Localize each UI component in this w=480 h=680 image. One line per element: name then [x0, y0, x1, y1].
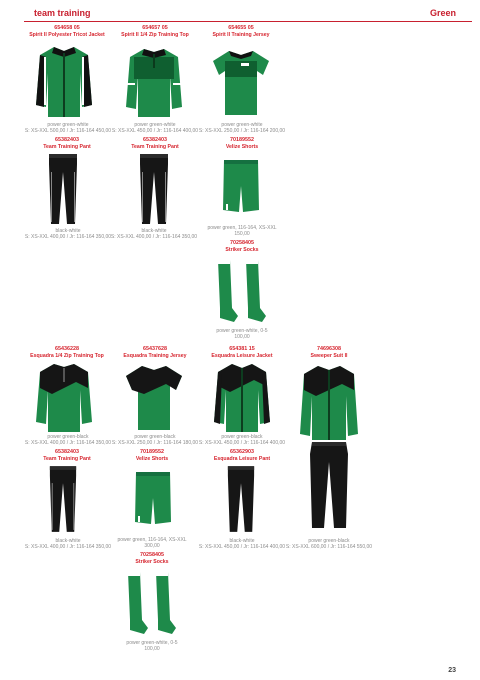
suit-image [298, 362, 360, 530]
product-color: power green-white, 0-5 [126, 640, 178, 646]
product-sizes: S: XS-XXL 600,00 / Jr: 116-164 550,00 [285, 544, 373, 550]
product-info [196, 434, 288, 446]
product-name: Sweeper Suit II [310, 353, 348, 359]
product-code: 65382403 [55, 137, 79, 143]
product-info [100, 228, 208, 240]
product-info [110, 537, 194, 549]
product-info [116, 640, 188, 652]
socks-image [124, 570, 180, 636]
product-card [204, 449, 280, 463]
product-info [105, 122, 205, 134]
product-code: 74696308 [317, 346, 341, 352]
product-color: black-white [141, 228, 167, 234]
product-code: 65436228 [55, 346, 79, 352]
product-sizes: S: XS-XXL 400,00 / Jr: 116-164 350,00 [24, 234, 112, 240]
product-code: 65382403 [55, 449, 79, 455]
product-color: power green-white [221, 122, 263, 128]
product-name: Esquadra Leisure Jacket [211, 353, 273, 359]
product-sizes: 300,00 [144, 543, 160, 549]
product-code: 70258405 [140, 552, 164, 558]
page-number: 23 [448, 667, 456, 674]
product-info [196, 122, 288, 134]
product-sizes: S: XS-XXL 400,00 / Jr: 116-164 350,00 [24, 440, 112, 446]
product-color: power green-black [308, 538, 350, 544]
product-name: Velize Shorts [135, 456, 169, 462]
product-color: black-white [229, 538, 255, 544]
product-name: Striker Socks [225, 247, 259, 253]
product-name: Esquadra Leisure Pant [213, 456, 271, 462]
product-card [30, 137, 104, 151]
product-name: Striker Socks [135, 559, 169, 565]
product-name: Spirit II Polyester Tricot Jacket [29, 32, 105, 38]
product-card [118, 137, 192, 151]
product-card [122, 552, 182, 566]
product-color: power green-white, 0-5 [216, 328, 268, 334]
product-info [103, 434, 207, 446]
product-color: power green-white [47, 122, 89, 128]
product-sizes: S: XS-XXL 250,00 / Jr: 116-164 200,00 [198, 128, 286, 134]
product-sizes: S: XS-XXL 450,00 / Jr: 116-164 400,00 [111, 128, 199, 134]
section-title: team training [34, 8, 91, 18]
product-code: 65382403 [143, 137, 167, 143]
product-info [200, 225, 284, 237]
jacket-image [214, 360, 270, 434]
product-sizes: S: XS-XXL 400,00 / Jr: 116-164 350,00 [110, 234, 198, 240]
product-name: Team Training Pant [43, 144, 91, 150]
product-code: 70189552 [230, 137, 254, 143]
socks-image [214, 258, 270, 324]
product-name: Spirit II 1/4 Zip Training Top [121, 32, 189, 38]
product-color: power green-black [221, 434, 263, 440]
product-card [205, 25, 277, 39]
product-name: Esquadra Training Jersey [123, 353, 187, 359]
header-rule [24, 21, 472, 22]
product-color: power green, 116-164, XS-XXL [117, 537, 187, 543]
page-header [0, 8, 480, 22]
product-sizes: 100,00 [144, 646, 160, 652]
product-info [206, 328, 278, 340]
product-sizes: 100,00 [234, 334, 250, 340]
product-sizes: S: XS-XXL 400,00 / Jr: 116-164 350,00 [24, 544, 112, 550]
product-code: 654657 05 [142, 25, 168, 31]
product-card [110, 25, 200, 39]
product-color: black-white [55, 538, 81, 544]
product-name: Spirit II Training Jersey [212, 32, 270, 38]
product-name: Esquadra 1/4 Zip Training Top [30, 353, 104, 359]
shorts-image [133, 470, 173, 526]
product-card [210, 137, 274, 151]
product-sizes: S: XS-XXL 450,00 / Jr: 116-164 400,00 [198, 440, 286, 446]
product-card [206, 346, 278, 360]
product-color: power green-black [134, 434, 176, 440]
product-code: 65362903 [230, 449, 254, 455]
product-info [186, 538, 298, 550]
product-sizes: S: XS-XXL 250,00 / Jr: 116-164 180,00 [111, 440, 199, 446]
product-code: 654655 05 [228, 25, 254, 31]
product-color: power green-black [47, 434, 89, 440]
product-name: Team Training Pant [43, 456, 91, 462]
product-name: Velize Shorts [225, 144, 259, 150]
product-card [212, 240, 272, 254]
pant-image [138, 152, 170, 226]
product-color: power green, 116-164, XS-XXL [207, 225, 277, 231]
jersey-image [126, 362, 182, 432]
product-color: black-white [55, 228, 81, 234]
product-code: 654658 05 [54, 25, 80, 31]
product-color: power green-white [134, 122, 176, 128]
product-name: Team Training Pant [131, 144, 179, 150]
product-code: 70258405 [230, 240, 254, 246]
product-card [120, 449, 184, 463]
product-card [25, 25, 109, 39]
product-code: 70189552 [140, 449, 164, 455]
product-card [302, 346, 356, 360]
training-top-image [36, 360, 92, 434]
product-sizes: S: XS-XXL 450,00 / Jr: 116-164 400,00 [198, 544, 286, 550]
training-top-image [124, 45, 184, 119]
jacket-image [34, 43, 94, 119]
product-sizes: S: XS-XXL 500,00 / Jr: 116-164 450,00 [24, 128, 112, 134]
product-info [12, 538, 124, 550]
pant-image [48, 462, 78, 536]
color-title: Green [429, 8, 456, 18]
pant-image [47, 152, 79, 226]
shorts-image [222, 158, 260, 214]
jersey-image [211, 47, 271, 117]
pant-image [226, 462, 256, 536]
product-card [30, 449, 104, 463]
product-sizes: 150,00 [234, 231, 250, 237]
product-card [24, 346, 110, 360]
product-code: 654381 15 [229, 346, 255, 352]
product-card [110, 346, 200, 360]
product-code: 65437628 [143, 346, 167, 352]
